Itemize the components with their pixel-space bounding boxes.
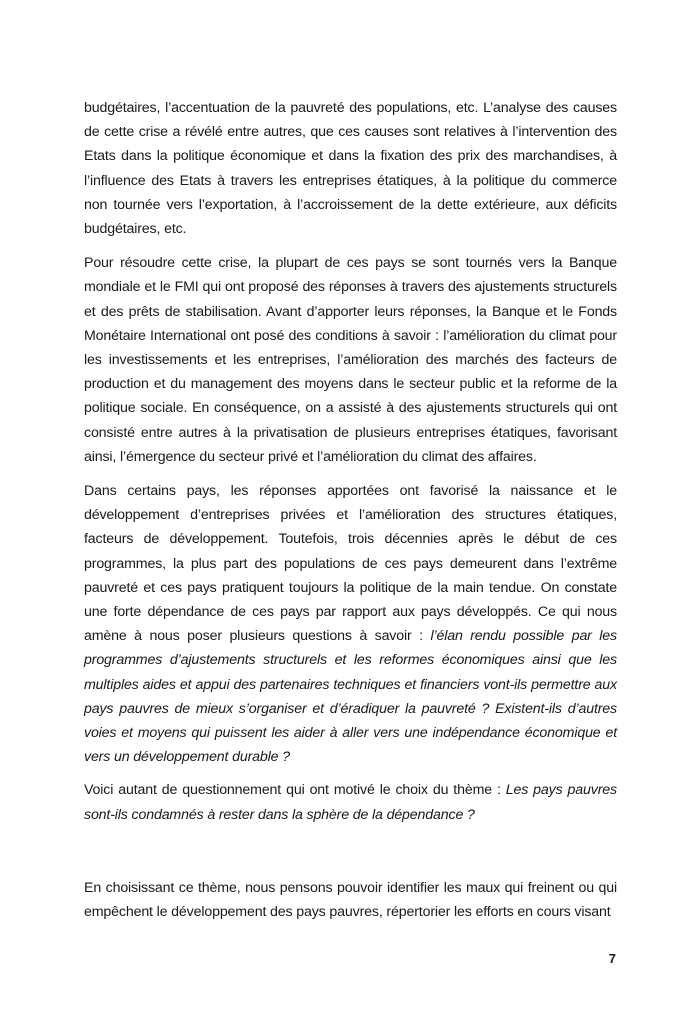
paragraph-theme bbox=[84, 778, 617, 826]
paragraph-theme-text: Voici autant de questionnement qui ont motivé le choix du thème : bbox=[84, 782, 506, 799]
paragraph-crisis-causes: budgétaires, l’accentuation de la pauvreté des populations, etc. L’analyse des causes de cette crise a révélé entre autres, que ces causes sont relatives à l’intervention des Etats dans la politique économique et dans la fixation des prix des marchandises, à l’influence des Etats à travers les entreprises étatiques, à la politique du commerce non tournée vers l’exportation, à l’accroissement de la dette extérieure, aux déficits budgétaires, etc. bbox=[84, 100, 617, 238]
theme-title-italic: Les pays pauvres sont-ils condamnés à rester dans la sphère de la dépendance ? bbox=[84, 782, 617, 823]
paragraph-world-bank-imf: Pour résoudre cette crise, la plupart de ces pays se sont tournés vers la Banque mondiale et le FMI qui ont proposé des réponses à travers des ajustements structurels et des prêts de stabilisation. Avant d’apporter leurs réponses, la Banque et le Fonds Monétaire International ont posé des conditions à savoir : l’amélioration du climat pour les investissements et les entreprises, l’amélioration des marchés des facteurs de production et du management des moyens dans le secteur public et la reforme de la politique sociale. En conséquence, on a assisté à des ajustements structurels qui ont consisté entre autres à la privatisation de plusieurs entreprises étatiques, favorisant ainsi, l’émergence du secteur privé et l’amélioration du climat des affaires. bbox=[84, 255, 617, 465]
paragraph-questions bbox=[84, 479, 617, 769]
page-number: 7 bbox=[608, 951, 616, 966]
research-question-italic: l’élan rendu possible par les programmes d’ajustements structurels et les reformes économiques ainsi que les multiples aides et appui des partenaires techniques et financiers vont-ils permettre aux pays pauvres de mieux s’organiser et d’éradiquer la pauvreté ? Existent-ils d’autres voies et moyens qui puissent les aider à aller vers une indépendance économique et vers un développement durable ? bbox=[84, 628, 617, 766]
paragraph-questions-text: Dans certains pays, les réponses apportées ont favorisé la naissance et le développement d’entreprises privées et l’amélioration des structures étatiques, facteurs de développement. Toutefois, trois décennies après le début de ces programmes, la plus part des populations de ces pays demeurent dans l’extrême pauvreté et ces pays pratiquent toujours la politique de la main tendue. On constate une forte dépendance de ces pays par rapport aux pays développés. Ce qui nous amène à nous poser plusieurs questions à savoir : bbox=[84, 483, 617, 645]
document-body bbox=[84, 96, 617, 924]
paragraph-choice-justification: En choisissant ce thème, nous pensons pouvoir identifier les maux qui freinent ou qui empêchent le développement des pays pauvres, répertorier les efforts en cours visant bbox=[84, 879, 617, 921]
